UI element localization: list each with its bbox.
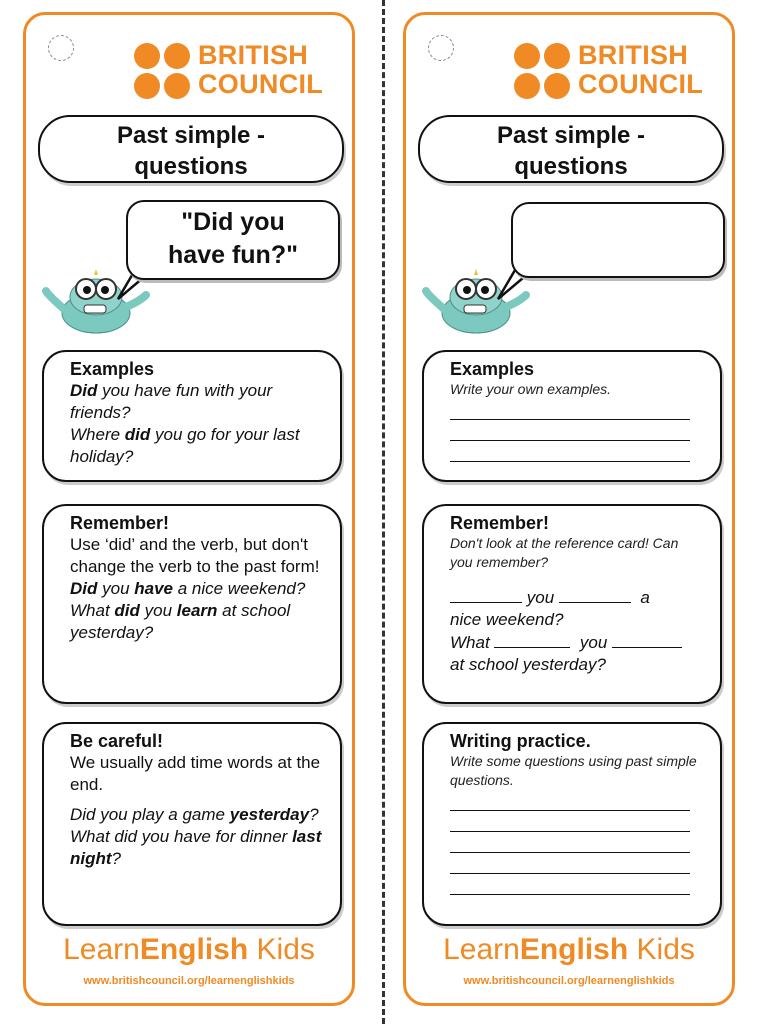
footer-learn: Learn xyxy=(443,933,520,966)
title-line2: questions xyxy=(134,153,248,180)
footer-kids: Kids xyxy=(636,933,695,966)
q1-a: a xyxy=(640,588,650,607)
example1-text: you have fun with your friends? xyxy=(70,381,273,422)
writing-line[interactable] xyxy=(450,399,690,420)
british-council-logo xyxy=(134,41,344,101)
footer-kids: Kids xyxy=(256,933,315,966)
q1-you: you xyxy=(526,588,555,607)
remember-ex1-bold2: have xyxy=(134,579,173,598)
footer-english: English xyxy=(519,933,629,966)
speech-line2: have fun?" xyxy=(168,241,298,269)
footer-url[interactable]: www.britishcouncil.org/learnenglishkids xyxy=(463,975,675,987)
logo-dots-icon xyxy=(514,43,572,101)
writing-line[interactable] xyxy=(450,420,690,441)
remember-body: Use ‘did’ and the verb, but don't change the verb to the past form! xyxy=(70,535,320,576)
empty-speech-bubble[interactable] xyxy=(511,202,725,278)
example2-text: you go for your last holiday? xyxy=(70,425,300,466)
fill-blank[interactable] xyxy=(612,631,682,648)
example2-bold: did xyxy=(124,425,151,444)
title-line2: questions xyxy=(514,153,628,180)
careful-ex1-end: ? xyxy=(309,805,319,824)
writing-hint: Write some questions using past simple questions. xyxy=(450,753,697,788)
logo-line2: COUNCIL xyxy=(198,69,324,99)
examples-hint: Write your own examples. xyxy=(450,381,612,397)
careful-ex1-pre: Did you play a game xyxy=(70,805,230,824)
examples-title: Examples xyxy=(450,359,535,379)
careful-section xyxy=(42,722,342,926)
q1-end: nice weekend? xyxy=(450,610,564,629)
footer-url[interactable]: www.britishcouncil.org/learnenglishkids xyxy=(83,975,295,987)
remember-title: Remember! xyxy=(70,513,170,533)
writing-line[interactable] xyxy=(450,853,690,874)
learnenglish-kids-logo xyxy=(406,933,732,967)
remember-section xyxy=(42,504,342,704)
fill-blank[interactable] xyxy=(450,586,522,603)
title-line1: Past simple - xyxy=(116,122,266,149)
footer-learn: Learn xyxy=(63,933,140,966)
british-council-logo xyxy=(514,41,724,101)
fill-blank[interactable] xyxy=(494,631,570,648)
remember-ex2-bold2: learn xyxy=(176,601,218,620)
page-title xyxy=(38,115,344,183)
careful-ex2-bold: last night xyxy=(70,827,322,868)
example2-pre: Where xyxy=(70,425,125,444)
remember-ex2-mid: you xyxy=(139,601,177,620)
remember-ex1-mid: you xyxy=(97,579,135,598)
remember-ex2-text: at school yesterday? xyxy=(70,601,291,642)
logo-line1: BRITISH xyxy=(198,40,309,70)
remember-ex2-pre: What xyxy=(70,601,115,620)
logo-line2: COUNCIL xyxy=(578,69,704,99)
title-line1: Past simple - xyxy=(496,122,646,149)
examples-title: Examples xyxy=(70,359,155,379)
remember-ex2-bold1: did xyxy=(114,601,140,620)
q2-you: you xyxy=(579,633,608,652)
writing-line[interactable] xyxy=(450,874,690,895)
footer-english: English xyxy=(139,933,249,966)
writing-line[interactable] xyxy=(450,811,690,832)
example1-bold: Did xyxy=(70,381,98,400)
writing-practice-section xyxy=(422,722,722,926)
page-title xyxy=(418,115,724,183)
writing-title: Writing practice. xyxy=(450,731,591,751)
careful-body: We usually add time words at the end. xyxy=(70,753,321,794)
speech-line1: "Did you xyxy=(181,208,285,236)
logo-line1: BRITISH xyxy=(578,40,689,70)
q2-end: at school yesterday? xyxy=(450,655,606,674)
logo-dots-icon xyxy=(134,43,192,101)
careful-ex2-pre: What did you have for dinner xyxy=(70,827,293,846)
careful-ex1-bold: yesterday xyxy=(229,805,310,824)
remember-ex1-text: a nice weekend? xyxy=(173,579,306,598)
remember-section xyxy=(422,504,722,704)
remember-hint: Don't look at the reference card! Can you remember? xyxy=(450,535,679,570)
examples-section xyxy=(422,350,722,482)
learnenglish-kids-logo xyxy=(26,933,352,967)
fill-blank[interactable] xyxy=(559,586,631,603)
cut-line xyxy=(382,0,385,1024)
remember-ex1-bold1: Did xyxy=(70,579,98,598)
writing-line[interactable] xyxy=(450,832,690,853)
bookmark-reference-card xyxy=(23,12,355,1006)
bookmark-worksheet-card xyxy=(403,12,735,1006)
writing-line[interactable] xyxy=(450,790,690,811)
writing-line[interactable] xyxy=(450,441,690,462)
punch-hole xyxy=(428,35,454,61)
examples-section xyxy=(42,350,342,482)
q2-what: What xyxy=(450,633,490,652)
punch-hole xyxy=(48,35,74,61)
careful-ex2-end: ? xyxy=(111,849,122,868)
speech-bubble xyxy=(126,200,340,280)
remember-title: Remember! xyxy=(450,513,550,533)
careful-title: Be careful! xyxy=(70,731,164,751)
